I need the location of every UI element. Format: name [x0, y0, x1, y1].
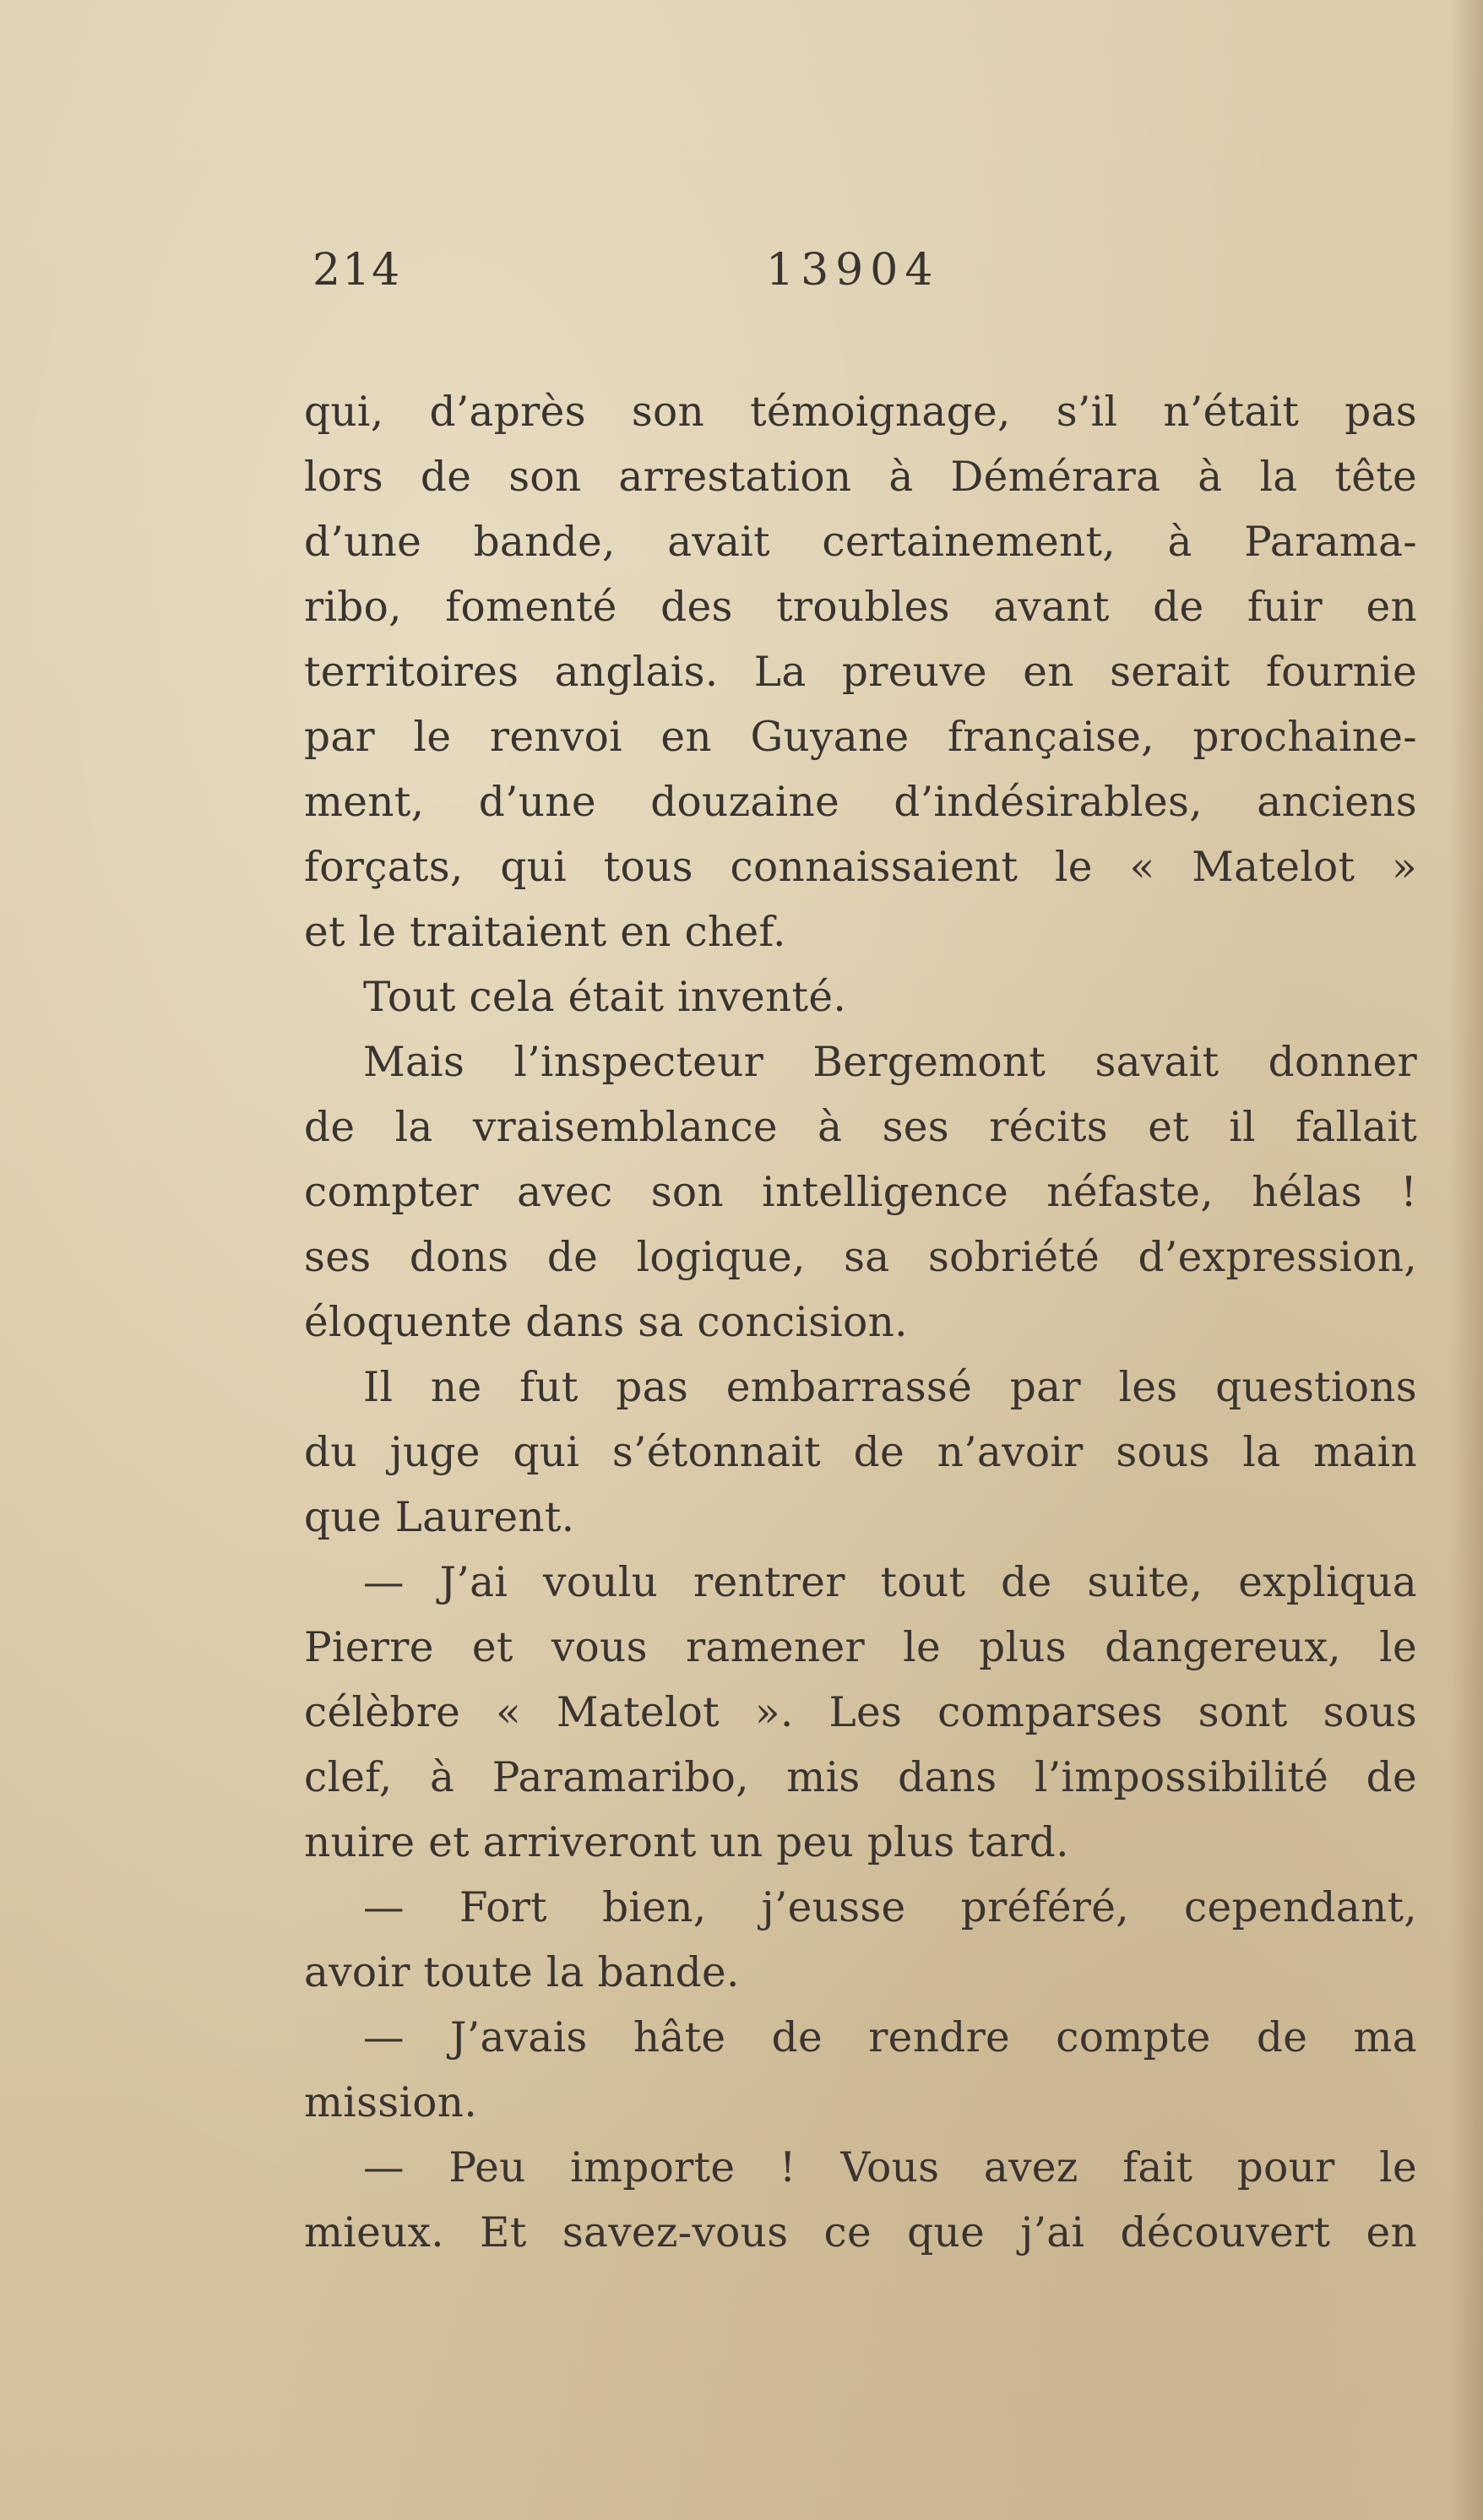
text-line: éloquente dans sa concision.	[304, 1299, 908, 1346]
text-line: par le renvoi en Guyane française, prochaine-	[304, 714, 1417, 761]
text-line: du juge qui s’étonnait de n’avoir sous la main	[304, 1429, 1417, 1476]
text-line: forçats, qui tous connaissaient le « Matelot »	[304, 844, 1417, 891]
page-number: 214	[312, 245, 402, 296]
text-line: nuire et arriveront un peu plus tard.	[304, 1819, 1069, 1866]
text-line: ment, d’une douzaine d’indésirables, anciens	[304, 779, 1417, 826]
text-line: clef, à Paramaribo, mis dans l’impossibilité de	[304, 1754, 1417, 1801]
text-line: Pierre et vous ramener le plus dangereux, le	[304, 1624, 1417, 1671]
text-line: mission.	[304, 2079, 478, 2126]
text-line: mieux. Et savez-vous ce que j’ai découvert en	[304, 2209, 1417, 2257]
text-line: lors de son arrestation à Démérara à la tête	[304, 453, 1417, 501]
text-line: et le traitaient en chef.	[304, 909, 786, 956]
body-text	[304, 380, 1417, 2266]
text-line: — Peu importe ! Vous avez fait pour le	[363, 2144, 1417, 2191]
text-line: de la vraisemblance à ses récits et il fallait	[304, 1104, 1417, 1151]
text-line: — J’avais hâte de rendre compte de ma	[363, 2014, 1417, 2061]
text-line: avoir toute la bande.	[304, 1949, 740, 1996]
text-line: ses dons de logique, sa sobriété d’expression,	[304, 1234, 1417, 1281]
text-line: Tout cela était inventé.	[363, 974, 847, 1021]
text-line: que Laurent.	[304, 1494, 575, 1541]
text-line: territoires anglais. La preuve en serait fournie	[304, 649, 1417, 696]
text-line: compter avec son intelligence néfaste, hélas !	[304, 1169, 1417, 1216]
page-header	[312, 245, 1410, 312]
text-line: célèbre « Matelot ». Les comparses sont sous	[304, 1689, 1417, 1736]
text-line: — J’ai voulu rentrer tout de suite, expliqua	[363, 1559, 1417, 1606]
text-line: Mais l’inspecteur Bergemont savait donner	[363, 1039, 1417, 1086]
text-line: — Fort bien, j’eusse préféré, cependant,	[363, 1884, 1417, 1931]
text-line: qui, d’après son témoignage, s’il n’était pas	[304, 388, 1417, 436]
text-line: d’une bande, avait certainement, à Parama-	[304, 519, 1417, 566]
text-line: ribo, fomenté des troubles avant de fuir en	[304, 584, 1417, 631]
text-line: Il ne fut pas embarrassé par les questions	[363, 1364, 1417, 1411]
book-code: 13904	[766, 245, 940, 296]
